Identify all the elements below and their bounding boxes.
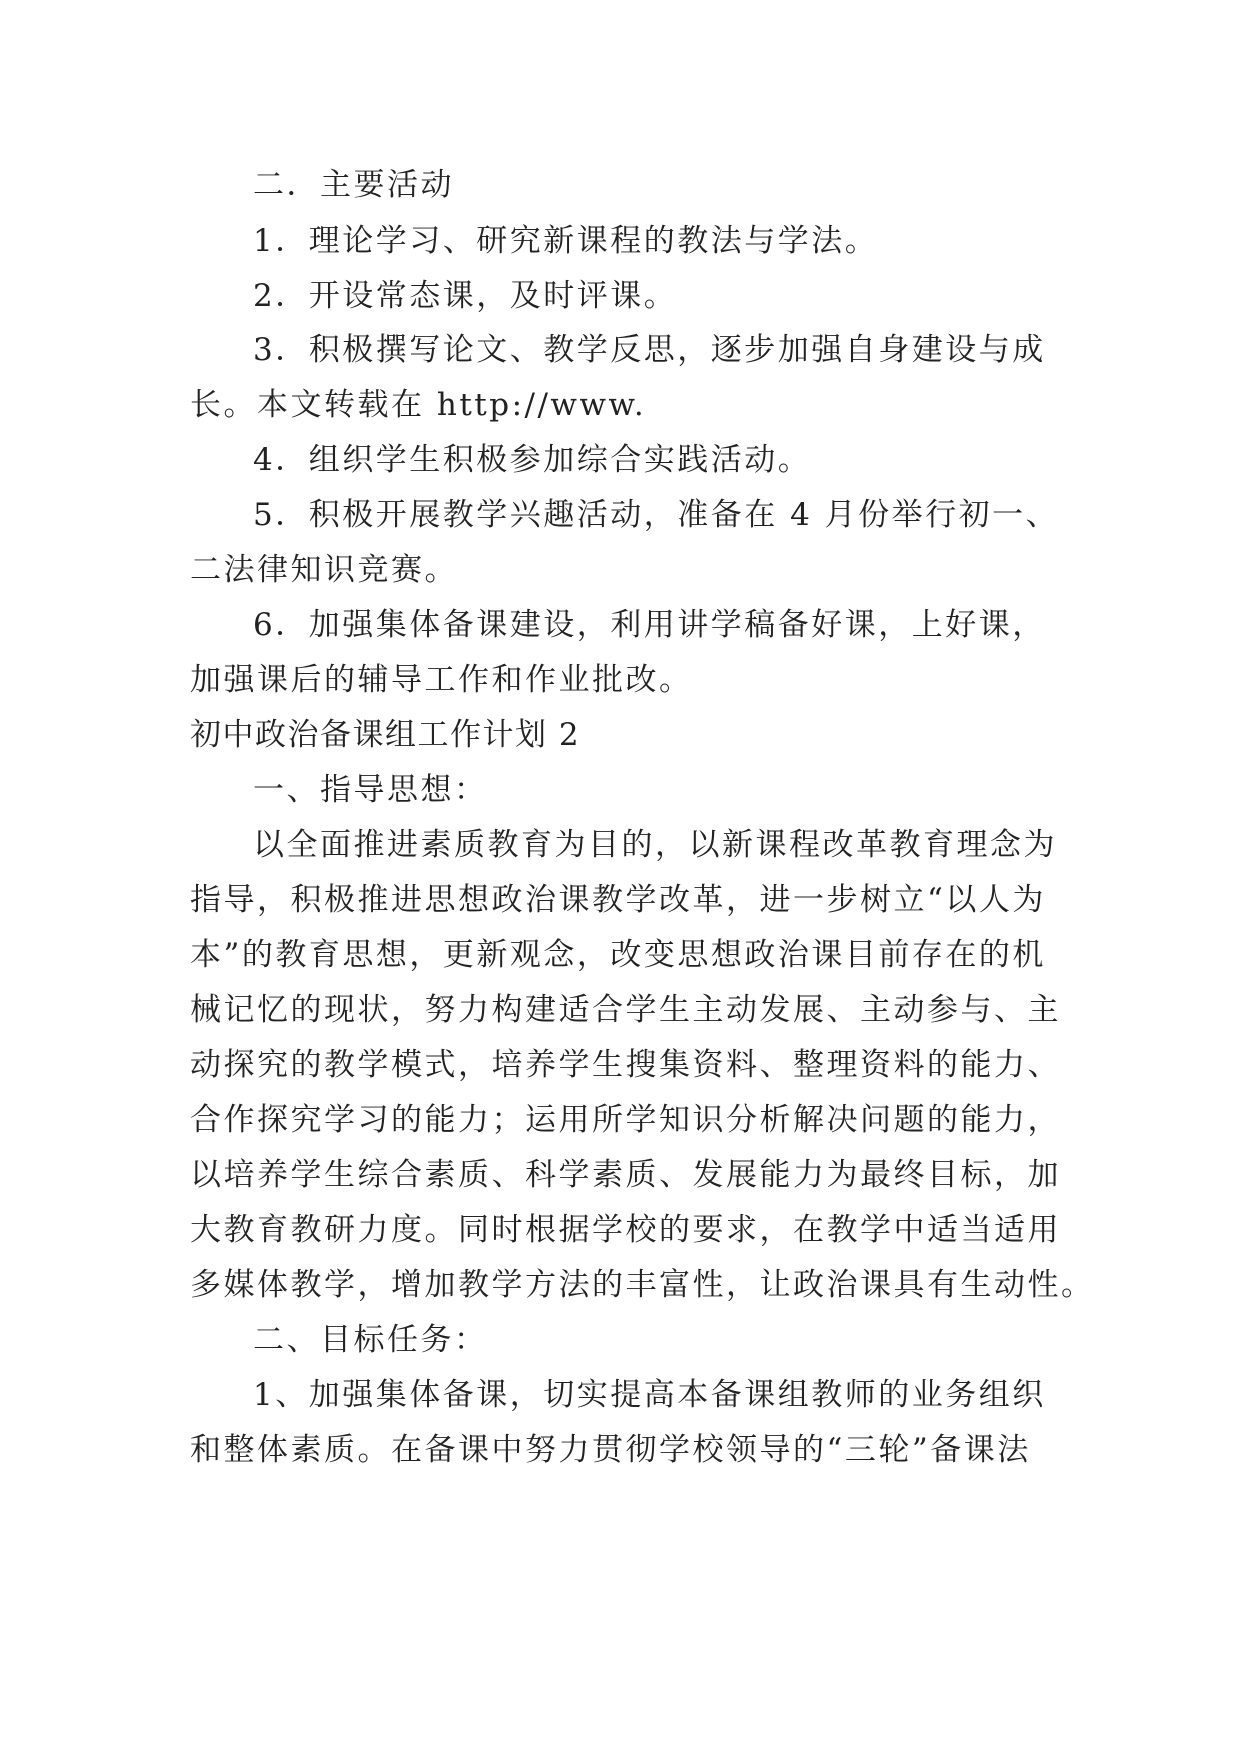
list-item-3-continued: 长。本文转载在 http://www. — [190, 387, 647, 423]
paragraph-line: 和整体素质。在备课中努力贯彻学校领导的“三轮”备课法 — [190, 1432, 1031, 1468]
list-item-6: 6．加强集体备课建设，利用讲学稿备好课，上好课， — [253, 607, 1046, 643]
section-heading-goals: 二、目标任务： — [253, 1322, 488, 1358]
paragraph-line: 以全面推进素质教育为目的，以新课程改革教育理念为 — [253, 827, 1057, 863]
paragraph-line: 1、加强集体备课，切实提高本备课组教师的业务组织 — [253, 1377, 1046, 1413]
paragraph-line: 械记忆的现状，努力构建适合学生主动发展、主动参与、主 — [190, 992, 1061, 1028]
section-heading-main-activities: 二．主要活动 — [253, 167, 454, 203]
list-item-1: 1．理论学习、研究新课程的教法与学法。 — [253, 223, 879, 259]
document-title: 初中政治备课组工作计划 2 — [190, 717, 581, 753]
section-heading-guiding-ideology: 一、指导思想： — [253, 772, 488, 808]
list-item-4: 4．组织学生积极参加综合实践活动。 — [253, 442, 812, 478]
list-item-6-continued: 加强课后的辅导工作和作业批改。 — [190, 662, 693, 698]
paragraph-line: 本”的教育思想，更新观念，改变思想政治课目前存在的机 — [190, 937, 1046, 973]
list-item-2: 2．开设常态课，及时评课。 — [253, 278, 678, 314]
list-item-3: 3．积极撰写论文、教学反思，逐步加强自身建设与成 — [253, 332, 1046, 368]
paragraph-line: 多媒体教学，增加教学方法的丰富性，让政治课具有生动性。 — [190, 1267, 1095, 1303]
paragraph-line: 合作探究学习的能力；运用所学知识分析解决问题的能力， — [190, 1102, 1061, 1138]
list-item-5: 5．积极开展教学兴趣活动，准备在 4 月份举行初一、 — [253, 497, 1060, 533]
paragraph-line: 动探究的教学模式，培养学生搜集资料、整理资料的能力、 — [190, 1047, 1061, 1083]
paragraph-line: 指导，积极推进思想政治课教学改革，进一步树立“以人为 — [190, 882, 1046, 918]
list-item-5-continued: 二法律知识竞赛。 — [190, 552, 458, 588]
paragraph-line: 以培养学生综合素质、科学素质、发展能力为最终目标，加 — [190, 1157, 1061, 1193]
paragraph-line: 大教育教研力度。同时根据学校的要求，在教学中适当适用 — [190, 1212, 1061, 1248]
